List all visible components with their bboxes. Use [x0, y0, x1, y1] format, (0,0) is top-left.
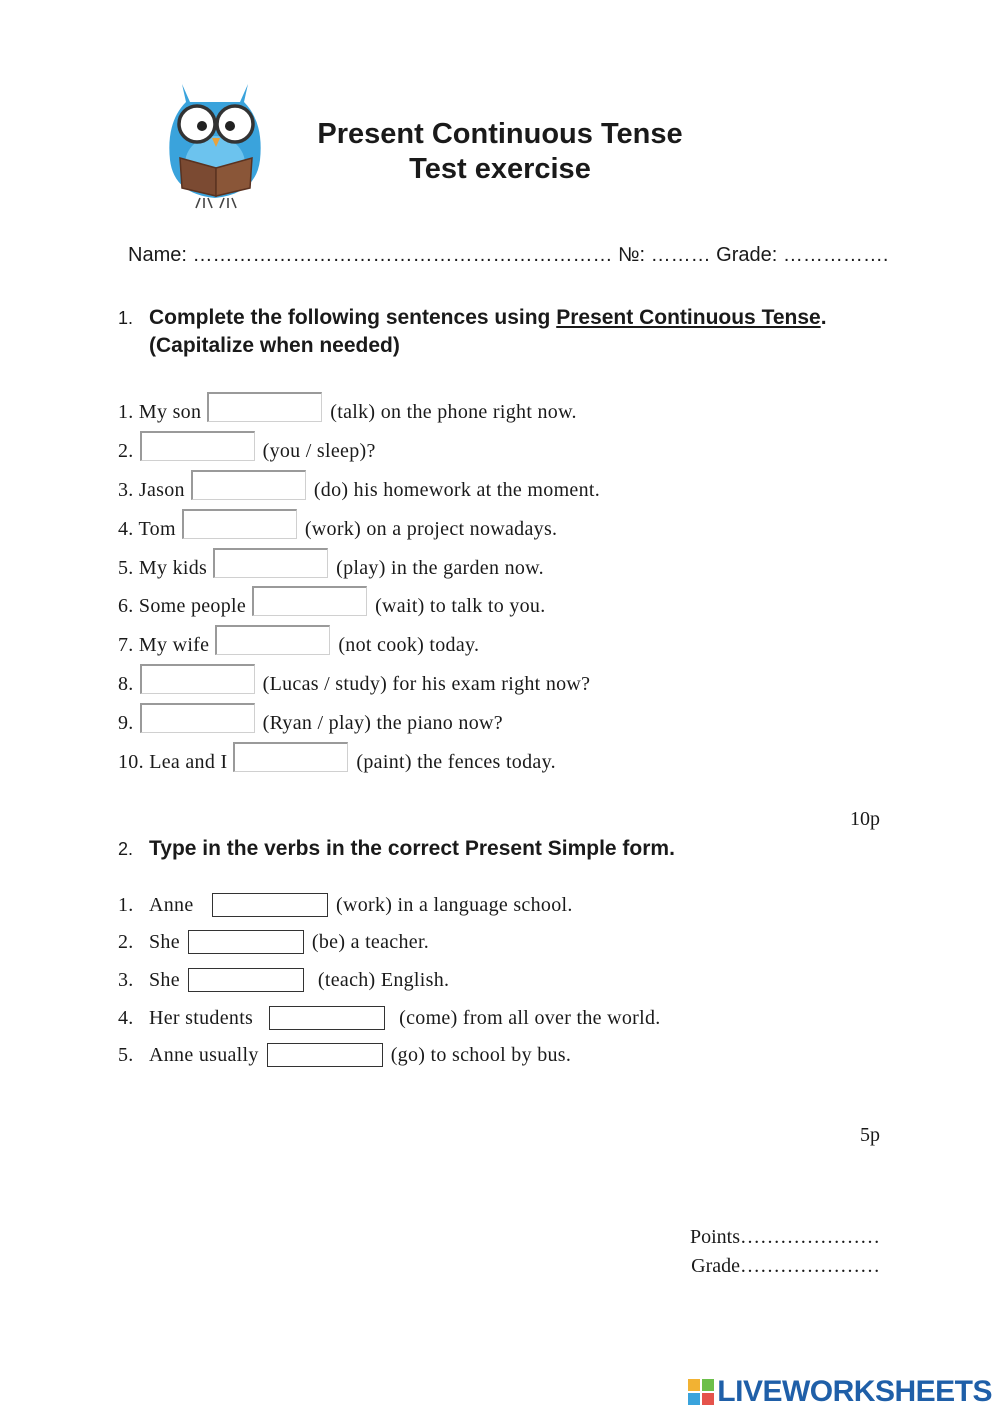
- section1-item-4: [118, 509, 557, 541]
- answer-input[interactable]: [213, 548, 328, 578]
- student-info-line: Name: ……………………………………………………… №: ……… Grade: …………….: [128, 244, 889, 266]
- item-suffix: (not cook) today.: [338, 634, 480, 656]
- item-suffix: (talk) on the phone right now.: [330, 401, 577, 423]
- answer-input[interactable]: [212, 893, 328, 917]
- section2-number: 2.: [118, 839, 134, 859]
- liveworksheets-logo-icon: [687, 1378, 715, 1406]
- item-suffix: (work) on a project nowadays.: [304, 518, 558, 540]
- answer-input[interactable]: [182, 509, 297, 539]
- item-suffix: (you / sleep)?: [262, 440, 376, 462]
- section1-instruction-pre: Complete the following sentences using: [149, 306, 557, 329]
- section1-item-9: [118, 703, 503, 735]
- item-suffix: (go) to school by bus.: [390, 1044, 572, 1066]
- section1-item-2: [118, 431, 376, 463]
- answer-input[interactable]: [140, 664, 255, 694]
- item-prefix: 9.: [118, 712, 134, 734]
- item-suffix: (teach) English.: [317, 969, 450, 991]
- section2-instruction: [118, 837, 675, 861]
- section1-instruction-post: .: [820, 306, 827, 329]
- section1-item-1: [118, 392, 577, 424]
- section1-instruction: [118, 306, 827, 330]
- item-prefix: 8.: [118, 673, 134, 695]
- section2-item-3: [118, 968, 449, 992]
- liveworksheets-watermark: [687, 1374, 992, 1410]
- worksheet-title: Present Continuous Tense: [317, 118, 683, 150]
- item-prefix: 1. My son: [118, 401, 202, 423]
- section2-points: 5p: [860, 1124, 880, 1146]
- watermark-text: LIVEWORKSHEETS: [717, 1375, 992, 1408]
- answer-input[interactable]: [188, 930, 304, 954]
- item-suffix: (Lucas / study) for his exam right now?: [262, 673, 591, 695]
- section1-instruction-underlined: Present Continuous Tense: [556, 306, 821, 329]
- section1-item-3: [118, 470, 600, 502]
- item-suffix: (play) in the garden now.: [336, 557, 544, 579]
- section1-points: 10p: [850, 808, 880, 830]
- item-prefix: She: [149, 931, 180, 953]
- item-prefix: 2.: [118, 440, 134, 462]
- item-prefix: Anne usually: [149, 1044, 259, 1066]
- section2-item-2: [118, 930, 429, 954]
- section1-item-7: [118, 625, 479, 657]
- item-suffix: (paint) the fences today.: [356, 751, 556, 773]
- section1-item-8: [118, 664, 590, 696]
- item-suffix: (be) a teacher.: [311, 931, 430, 953]
- section1-number: 1.: [118, 308, 134, 328]
- worksheet-subtitle: Test exercise: [409, 153, 591, 185]
- item-number: 3.: [118, 969, 134, 991]
- answer-input[interactable]: [269, 1006, 385, 1030]
- item-prefix: Her students: [149, 1007, 254, 1029]
- answer-input[interactable]: [267, 1043, 383, 1067]
- answer-input[interactable]: [215, 625, 330, 655]
- answer-input[interactable]: [252, 586, 367, 616]
- item-number: 1.: [118, 894, 134, 916]
- total-points-line: Points…………………: [689, 1226, 880, 1248]
- item-prefix: 3. Jason: [118, 479, 185, 501]
- item-prefix: 4. Tom: [118, 518, 176, 540]
- item-prefix: She: [149, 969, 180, 991]
- section1-item-6: [118, 586, 546, 618]
- section1-instruction-line2: (Capitalize when needed): [149, 334, 400, 357]
- item-suffix: (do) his homework at the moment.: [313, 479, 601, 501]
- final-grade-line: Grade…………………: [691, 1255, 880, 1277]
- section1-item-5: [118, 548, 544, 580]
- section2-item-1: [118, 893, 573, 917]
- section2-instruction-text: Type in the verbs in the correct Present Simple form.: [149, 837, 675, 860]
- item-suffix: (work) in a language school.: [336, 894, 573, 916]
- item-prefix: 7. My wife: [118, 634, 210, 656]
- section1-item-10: [118, 742, 556, 774]
- item-prefix: 10. Lea and I: [118, 751, 228, 773]
- item-suffix: (come) from all over the world.: [399, 1007, 661, 1029]
- answer-input[interactable]: [140, 431, 255, 461]
- answer-input[interactable]: [191, 470, 306, 500]
- section2-item-4: [118, 1006, 661, 1030]
- item-number: 5.: [118, 1044, 134, 1066]
- answer-input[interactable]: [188, 968, 304, 992]
- item-prefix: 5. My kids: [118, 557, 208, 579]
- item-prefix: Anne: [149, 894, 194, 916]
- item-number: 2.: [118, 931, 134, 953]
- answer-input[interactable]: [233, 742, 348, 772]
- answer-input[interactable]: [207, 392, 322, 422]
- item-number: 4.: [118, 1007, 134, 1029]
- answer-input[interactable]: [140, 703, 255, 733]
- item-suffix: (Ryan / play) the piano now?: [262, 712, 503, 734]
- section2-item-5: [118, 1043, 571, 1067]
- item-prefix: 6. Some people: [118, 595, 247, 617]
- item-suffix: (wait) to talk to you.: [375, 595, 546, 617]
